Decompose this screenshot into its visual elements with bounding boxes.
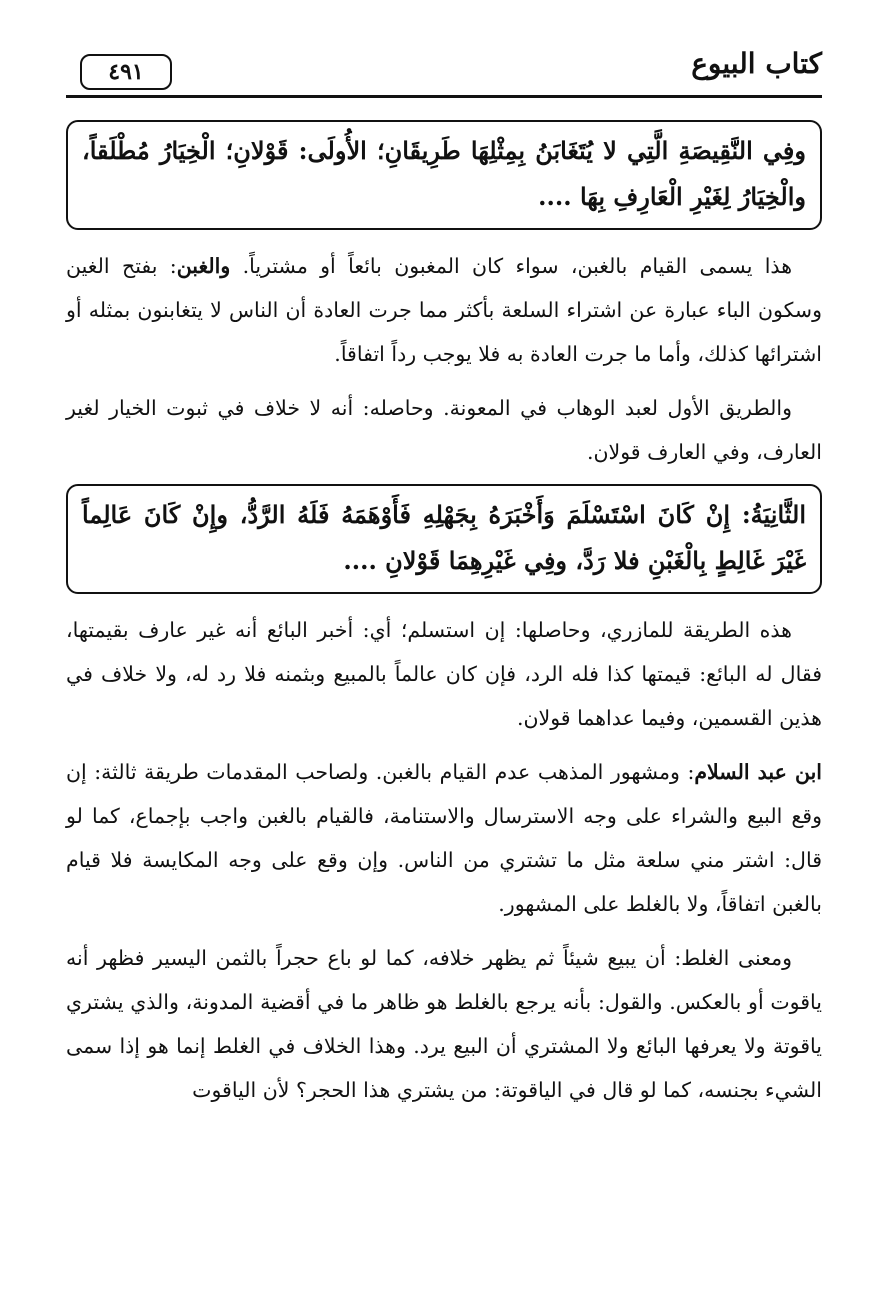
paragraph-1-b: : بفتح الغين وسكون الباء عبارة عن اشتراء السلعة بأكثر مما جرت العادة أن الناس لا يتغابنون بمثله أو اشترائها كذلك، وأما ما جرت العادة به فلا يوجب رداً اتفاقاً. [66,254,822,366]
author-lead: ابن عبد السلام [694,760,822,784]
book-title: كتاب البيوع [691,47,822,80]
paragraph-3: هذه الطريقة للمازري، وحاصلها: إن استسلم؛ أي: أخبر البائع أنه غير عارف بقيمتها، فقال له البائع: قيمتها كذا فله الرد، فإن كان عالماً بالمبيع وبثمنه فلا رد له، ولا خلاف في هذين القسمين، وفيما عداهما قولان. [66,618,822,730]
paragraph-4 [66,750,822,926]
paragraph-1-a: هذا يسمى القيام بالغبن، سواء كان المغبون بائعاً أو مشترياً. [242,254,793,278]
matn-text-2: الثَّانِيَةُ: إِنْ كَانَ اسْتَسْلَمَ وَأَخْبَرَهُ بِجَهْلِهِ فَأَوْهَمَهُ فَلَهُ الرَّدُّ، وإِنْ كَانَ عَالِماً غَيْرَ غَالِطٍ بِالْغَبْنِ فلا رَدَّ، وفِي غَيْرِهِمَا قَوْلانِ .... [82,500,806,575]
matn-text-1: وفِي النَّقِيصَةِ الَّتِي لا يُتَغَابَنُ بِمِثْلِهَا طَرِيقَانِ؛ الأُولَى: قَوْلانِ؛ الْخِيَارُ مُطْلَقاً، والْخِيَارُ لِغَيْرِ الْعَارِفِ بِهَا .... [82,136,806,211]
header-rule [66,95,822,98]
paragraph-1 [66,244,822,376]
matn-box-1 [66,120,822,230]
paragraph-4-text: : ومشهور المذهب عدم القيام بالغبن. ولصاحب المقدمات طريقة ثالثة: إن وقع البيع والشراء على وجه الاسترسال والاستنامة، فالقيام بالغبن واجب بإجماع، كما لو قال: اشتر مني سلعة مثل ما تشتري من الناس. وإن وقع على وجه المكايسة فلا قيام بالغبن اتفاقاً، ولا بالغلط على المشهور. [66,760,822,916]
document-page [66,40,822,1112]
page-number: ٤٩١ [80,54,172,90]
matn-box-2 [66,484,822,594]
paragraph-2: والطريق الأول لعبد الوهاب في المعونة. وحاصله: أنه لا خلاف في ثبوت الخيار لغير العارف، وفي العارف قولان. [66,396,822,464]
page-header [66,40,822,98]
paragraph-5: ومعنى الغلط: أن يبيع شيئاً ثم يظهر خلافه، كما لو باع حجراً بالثمن اليسير فظهر أنه ياقوت أو بالعكس. والقول: بأنه يرجع بالغلط هو ظاهر ما في أقضية المدونة، والذي يشتري ياقوتة ولا يعرفها البائع ولا المشتري أن البيع يرد. وهذا الخلاف في الغلط إنما هو إذا سمى الشيء بجنسه، كما لو قال في الياقوتة: من يشتري هذا الحجر؟ لأن الياقوت [66,946,822,1102]
term-ghabn: والغبن [176,254,231,278]
